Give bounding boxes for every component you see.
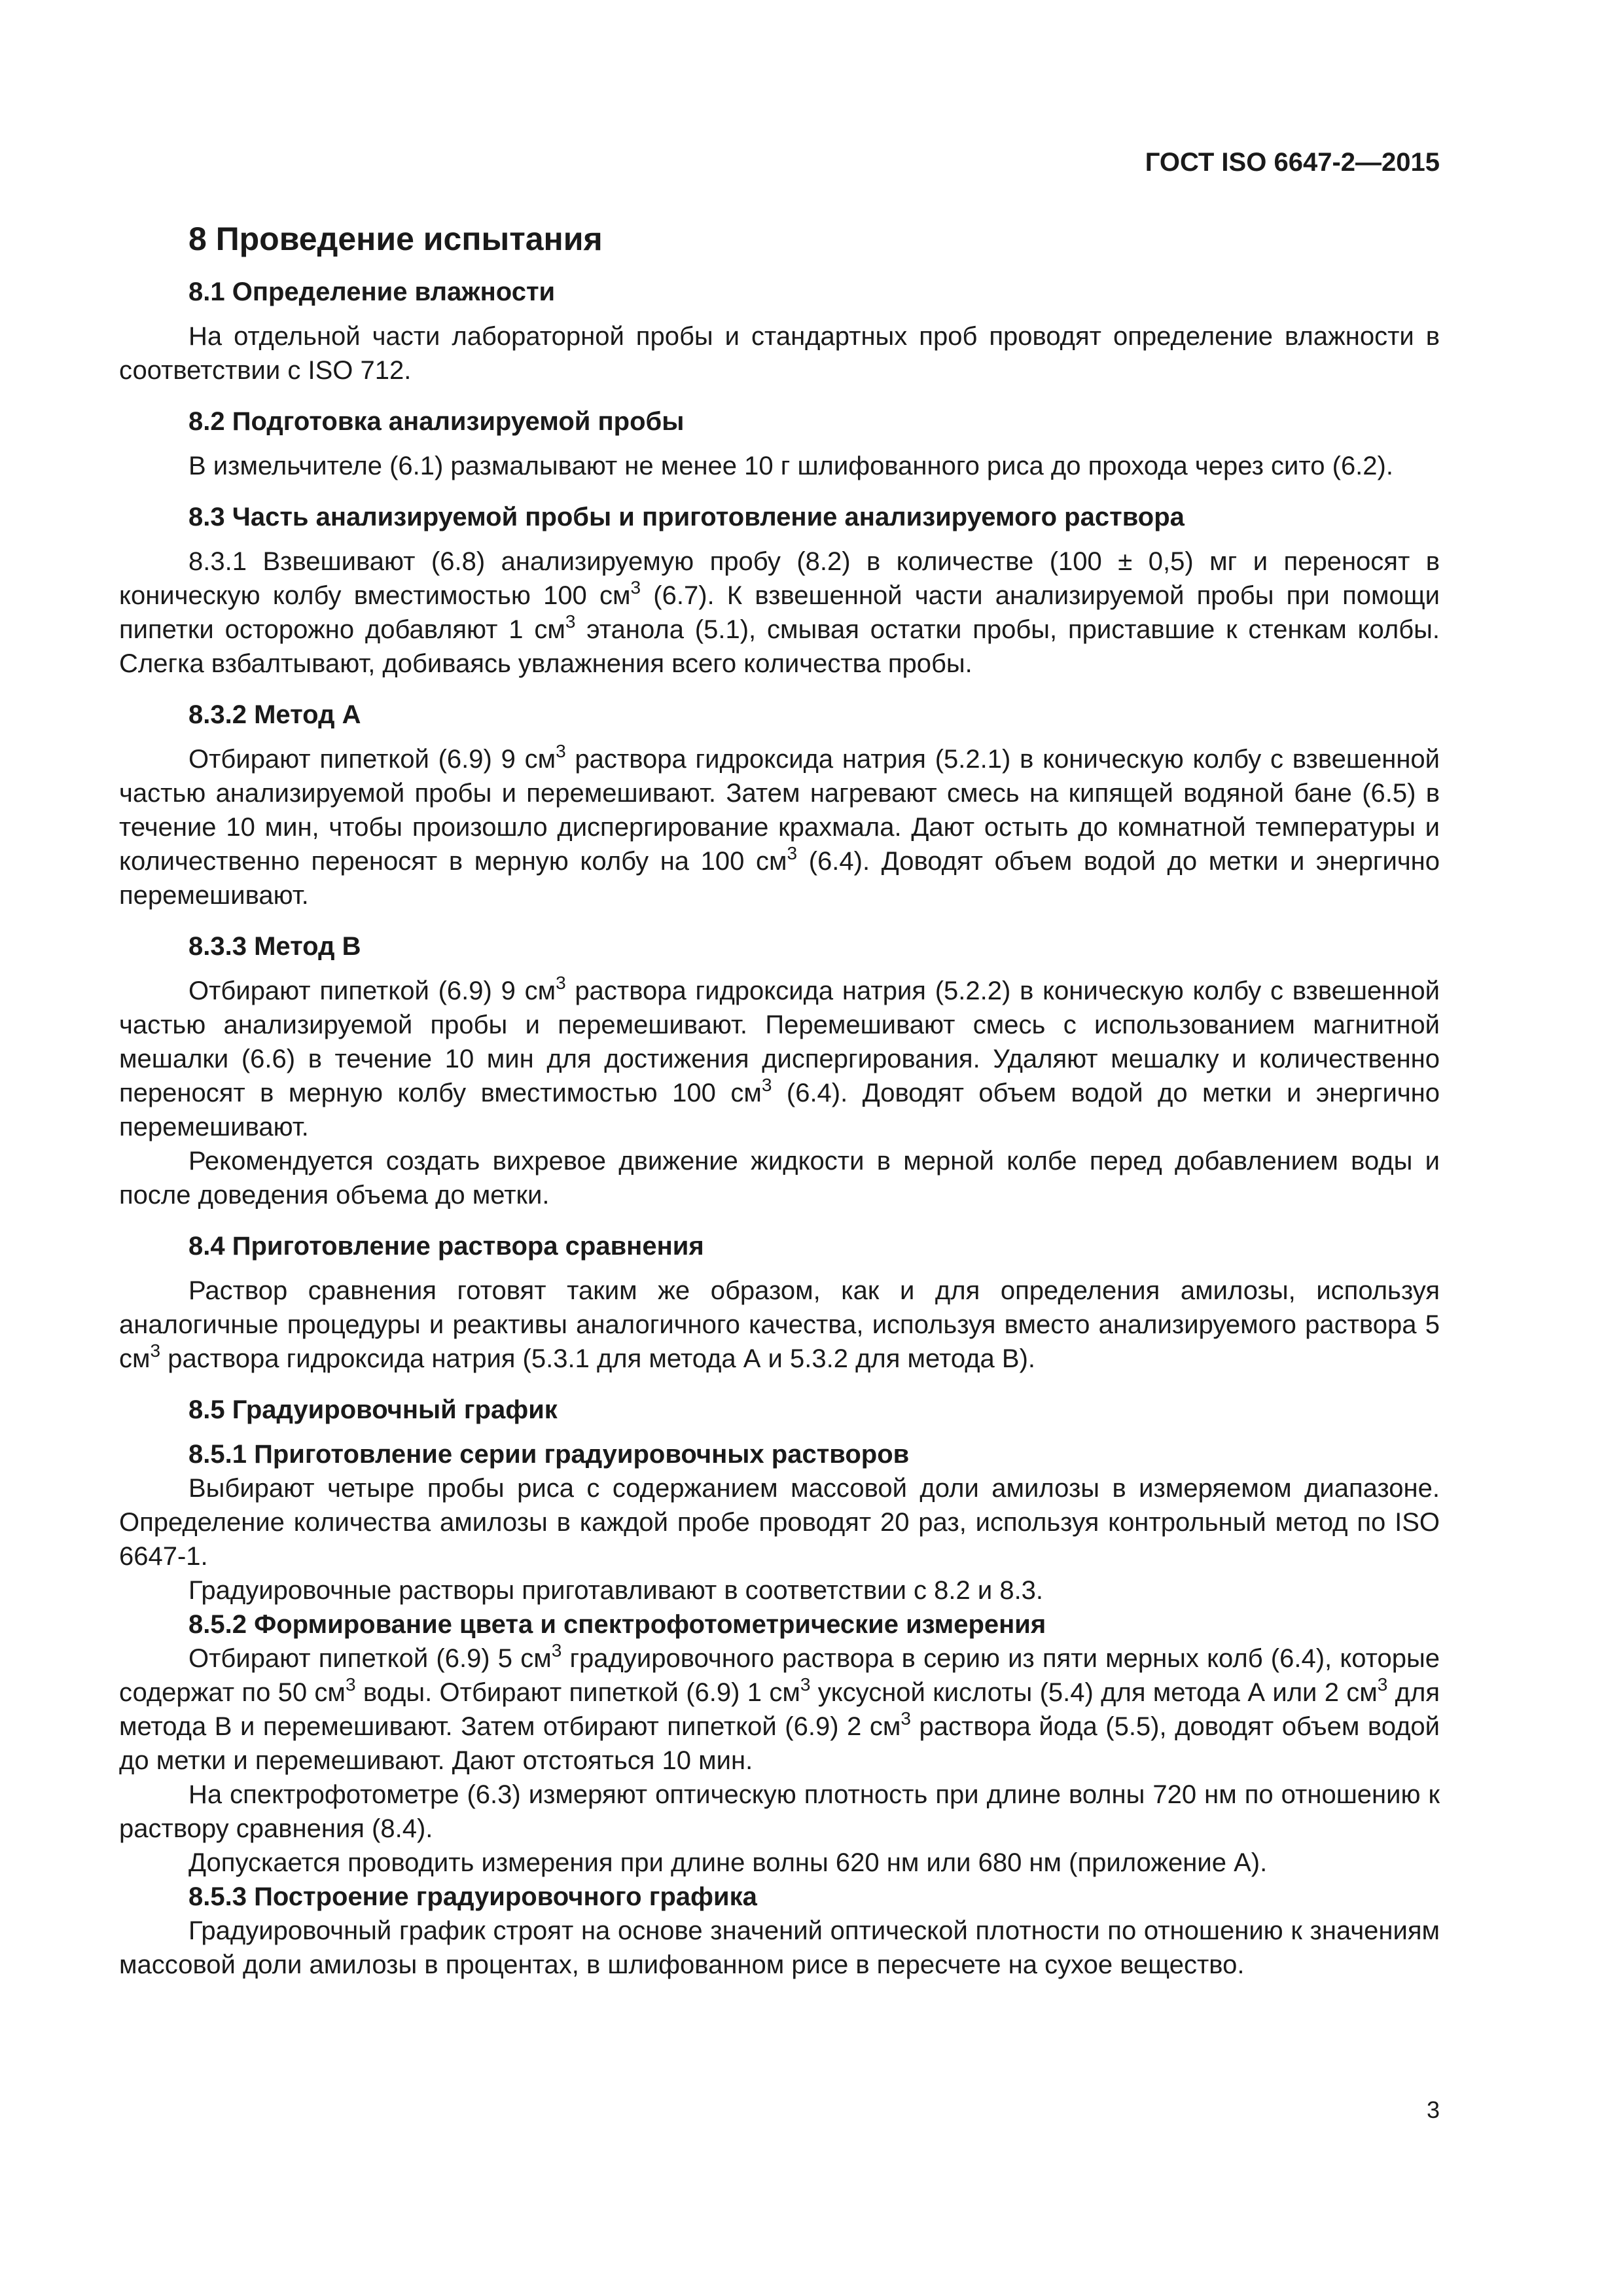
subsection-title-8-5: 8.5 Градуировочный график: [188, 1395, 558, 1424]
superscript: 3: [345, 1674, 356, 1695]
superscript: 3: [565, 611, 576, 632]
text-run: этанола (5.1), смывая остатки пробы, приставшие к стенкам колбы. Слегка взбалтывают, добиваясь увлажнения всего количества пробы.: [119, 615, 1440, 678]
paragraph-8-3-2: [119, 742, 1440, 912]
text-run: (6.4). Доводят объем водой до метки и энергично перемешивают.: [119, 847, 1440, 910]
text-run: раствора гидроксида натрия (5.3.1 для метода А и 5.3.2 для метода В).: [160, 1344, 1036, 1373]
text-run: раствора йода (5.5), доводят объем водой до метки и перемешивают. Дают отстояться 10 мин.: [119, 1712, 1440, 1775]
text-run: Отбирают пипеткой (6.9) 5 см: [188, 1644, 552, 1673]
superscript: 3: [800, 1674, 811, 1695]
page-number: 3: [1426, 2096, 1440, 2123]
superscript: 3: [551, 1640, 562, 1660]
superscript: 3: [761, 1075, 772, 1095]
paragraph-8-1: На отдельной части лабораторной пробы и стандартных проб проводят определение влажности в соответствии с ISO 712.: [119, 322, 1440, 385]
subsection-title-8-1: 8.1 Определение влажности: [188, 278, 556, 306]
text-run: (6.4). Доводят объем водой до метки и энергично перемешивают.: [119, 1079, 1440, 1141]
paragraph-8-5-1: Выбирают четыре пробы риса с содержанием массовой доли амилозы в измеряемом диапазоне. Определение количества амилозы в каждой пробе проводят 20 раз, используя контрольный метод по ISO 6647-1.: [119, 1474, 1440, 1571]
text-run: раствора гидроксида натрия (5.2.1) в коническую колбу с взвешенной частью анализируемой пробы и перемешивают. Затем нагревают смесь на кипящей водяной бане (6.5) в течение 10 мин, чтобы произошло диспергирование крахмала. Дают остыть до комнатной температуры и количественно переносят в мерную колбу на 100 см: [119, 745, 1440, 876]
subsection-title-8-2: 8.2 Подготовка анализируемой пробы: [188, 407, 685, 436]
superscript: 3: [1377, 1674, 1388, 1695]
text-run: раствора гидроксида натрия (5.2.2) в коническую колбу с взвешенной частью анализируемой пробы и перемешивают. Перемешивают смесь с использованием магнитной мешалки (6.6) в течение 10 мин для достижения диспергирования. Удаляют мешалку и количественно переносят в мерную колбу вместимостью 100 см: [119, 977, 1440, 1107]
text-run: уксусной кислоты (5.4) для метода А или 2 см: [810, 1678, 1378, 1707]
subsection-title-8-5-3: 8.5.3 Построение градуировочного графика: [188, 1882, 757, 1911]
subsection-title-8-4: 8.4 Приготовление раствора сравнения: [188, 1232, 704, 1261]
superscript: 3: [150, 1340, 161, 1361]
superscript: 3: [901, 1708, 911, 1729]
paragraph-8-3-1: [119, 545, 1440, 681]
subsection-title-8-3-3: 8.3.3 Метод В: [188, 932, 361, 961]
paragraph-8-5-1-b: Градуировочные растворы приготавливают в соответствии с 8.2 и 8.3.: [188, 1576, 1044, 1605]
text-run: Отбирают пипеткой (6.9) 9 см: [188, 977, 556, 1005]
paragraph-8-2: В измельчителе (6.1) размалывают не менее 10 г шлифованного риса до прохода через сито (6.2).: [188, 452, 1393, 480]
subsection-title-8-5-1: 8.5.1 Приготовление серии градуировочных растворов: [188, 1440, 910, 1469]
superscript: 3: [556, 741, 566, 761]
subsection-title-8-3-2: 8.3.2 Метод А: [188, 700, 361, 729]
paragraph-8-5-2-c: Допускается проводить измерения при длине волны 620 нм или 680 нм (приложение А).: [188, 1848, 1268, 1877]
document-body: [119, 219, 1440, 1982]
paragraph-8-3-3-note: Рекомендуется создать вихревое движение жидкости в мерной колбе перед добавлением воды и после доведения объема до метки.: [119, 1147, 1440, 1210]
paragraph-8-3-3: [119, 974, 1440, 1144]
subsection-title-8-5-2: 8.5.2 Формирование цвета и спектрофотометрические измерения: [188, 1610, 1046, 1639]
superscript: 3: [556, 973, 566, 993]
section-title: 8 Проведение испытания: [188, 221, 603, 257]
text-run: Раствор сравнения готовят таким же образом, как и для определения амилозы, используя аналогичные процедуры и реактивы аналогичного качества, используя вместо анализируемого раствора 5 см: [119, 1276, 1440, 1373]
text-run: воды. Отбирают пипеткой (6.9) 1 см: [355, 1678, 800, 1707]
document-id-header: ГОСТ ISO 6647-2—2015: [1145, 148, 1440, 177]
text-run: (6.7). К взвешенной части анализируемой пробы при помощи пипетки осторожно добавляют 1 см: [119, 581, 1440, 644]
paragraph-8-5-2-b: На спектрофотометре (6.3) измеряют оптическую плотность при длине волны 720 нм по отношению к раствору сравнения (8.4).: [119, 1780, 1440, 1843]
subsection-title-8-3: 8.3 Часть анализируемой пробы и приготовление анализируемого раствора: [188, 503, 1185, 531]
superscript: 3: [630, 577, 641, 598]
text-run: градуировочного раствора в серию из пяти мерных колб (6.4), которые содержат по 50 см: [119, 1644, 1440, 1707]
text-run: для метода В и перемешивают. Затем отбирают пипеткой (6.9) 2 см: [119, 1678, 1440, 1741]
paragraph-8-5-2: [119, 1641, 1440, 1778]
superscript: 3: [787, 843, 798, 863]
text-run: 8.3.1 Взвешивают (6.8) анализируемую пробу (8.2) в количестве (100 ± 0,5) мг и переносят в коническую колбу вместимостью 100 см: [119, 547, 1440, 610]
paragraph-8-5-3: Градуировочный график строят на основе значений оптической плотности по отношению к значениям массовой доли амилозы в процентах, в шлифованном рисе в пересчете на сухое вещество.: [119, 1916, 1440, 1979]
paragraph-8-4: [119, 1274, 1440, 1376]
text-run: Отбирают пипеткой (6.9) 9 см: [188, 745, 556, 774]
